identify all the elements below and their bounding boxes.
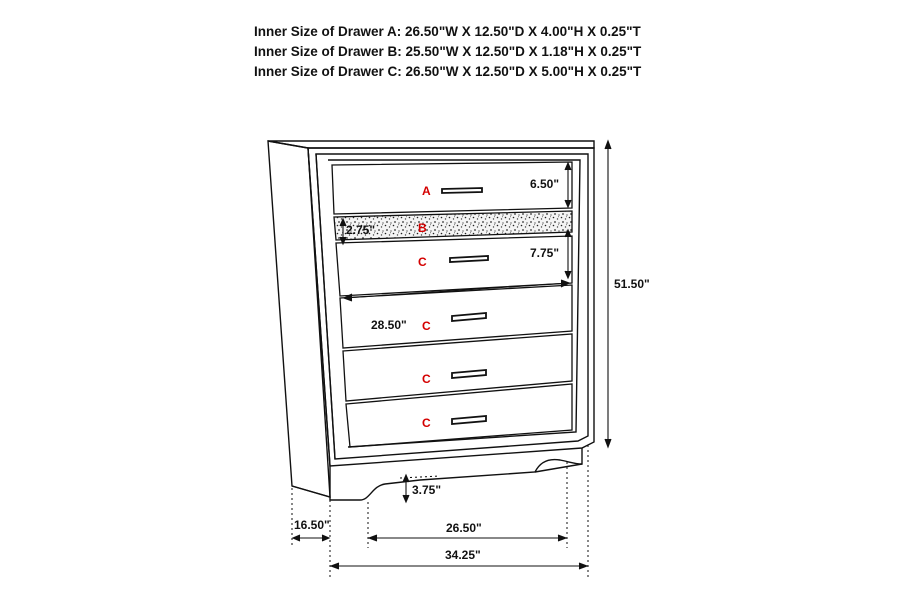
drawer-label-c-2: C: [422, 319, 431, 333]
dim-drawer-c-height: [565, 230, 571, 278]
spec-drawer-b: Inner Size of Drawer B: 25.50"W X 12.50"D X 1.18"H X 0.25"T: [254, 44, 642, 59]
depth-value: 16.50": [294, 518, 330, 532]
dim-overall-width: [331, 563, 587, 569]
drawer-label-c-3: C: [422, 372, 431, 386]
spec-drawer-c: Inner Size of Drawer C: 26.50"W X 12.50"D X 5.00"H X 0.25"T: [254, 64, 642, 79]
dim-depth: [293, 535, 329, 541]
dim-drawer-a-height: [565, 163, 571, 207]
drawer-a-height-value: 6.50": [530, 177, 560, 191]
leg-height-value: 3.75": [412, 483, 442, 497]
drawer-c-height-value: 7.75": [530, 246, 560, 260]
drawer-label-b: B: [418, 221, 427, 235]
drawer-c-4: [346, 384, 572, 447]
spec-drawer-a: Inner Size of Drawer A: 26.50"W X 12.50"D X 4.00"H X 0.25"T: [254, 24, 641, 39]
handle-a: [442, 188, 482, 193]
drawer-label-c-4: C: [422, 416, 431, 430]
overall-height-value: 51.50": [614, 277, 650, 291]
cabinet-outline: [268, 141, 594, 497]
drawer-c-3: [343, 334, 572, 401]
inner-width-value: 26.50": [446, 521, 482, 535]
overall-width-value: 34.25": [445, 548, 481, 562]
drawer-label-a: A: [422, 184, 431, 198]
dim-inner-width: [369, 535, 566, 541]
dim-drawer-width: [344, 280, 569, 301]
drawer-width-value: 28.50": [371, 318, 407, 332]
drawer-label-c-1: C: [418, 255, 427, 269]
drawer-b-height-value: 2.75": [346, 223, 376, 237]
dim-overall-height: [605, 141, 611, 447]
